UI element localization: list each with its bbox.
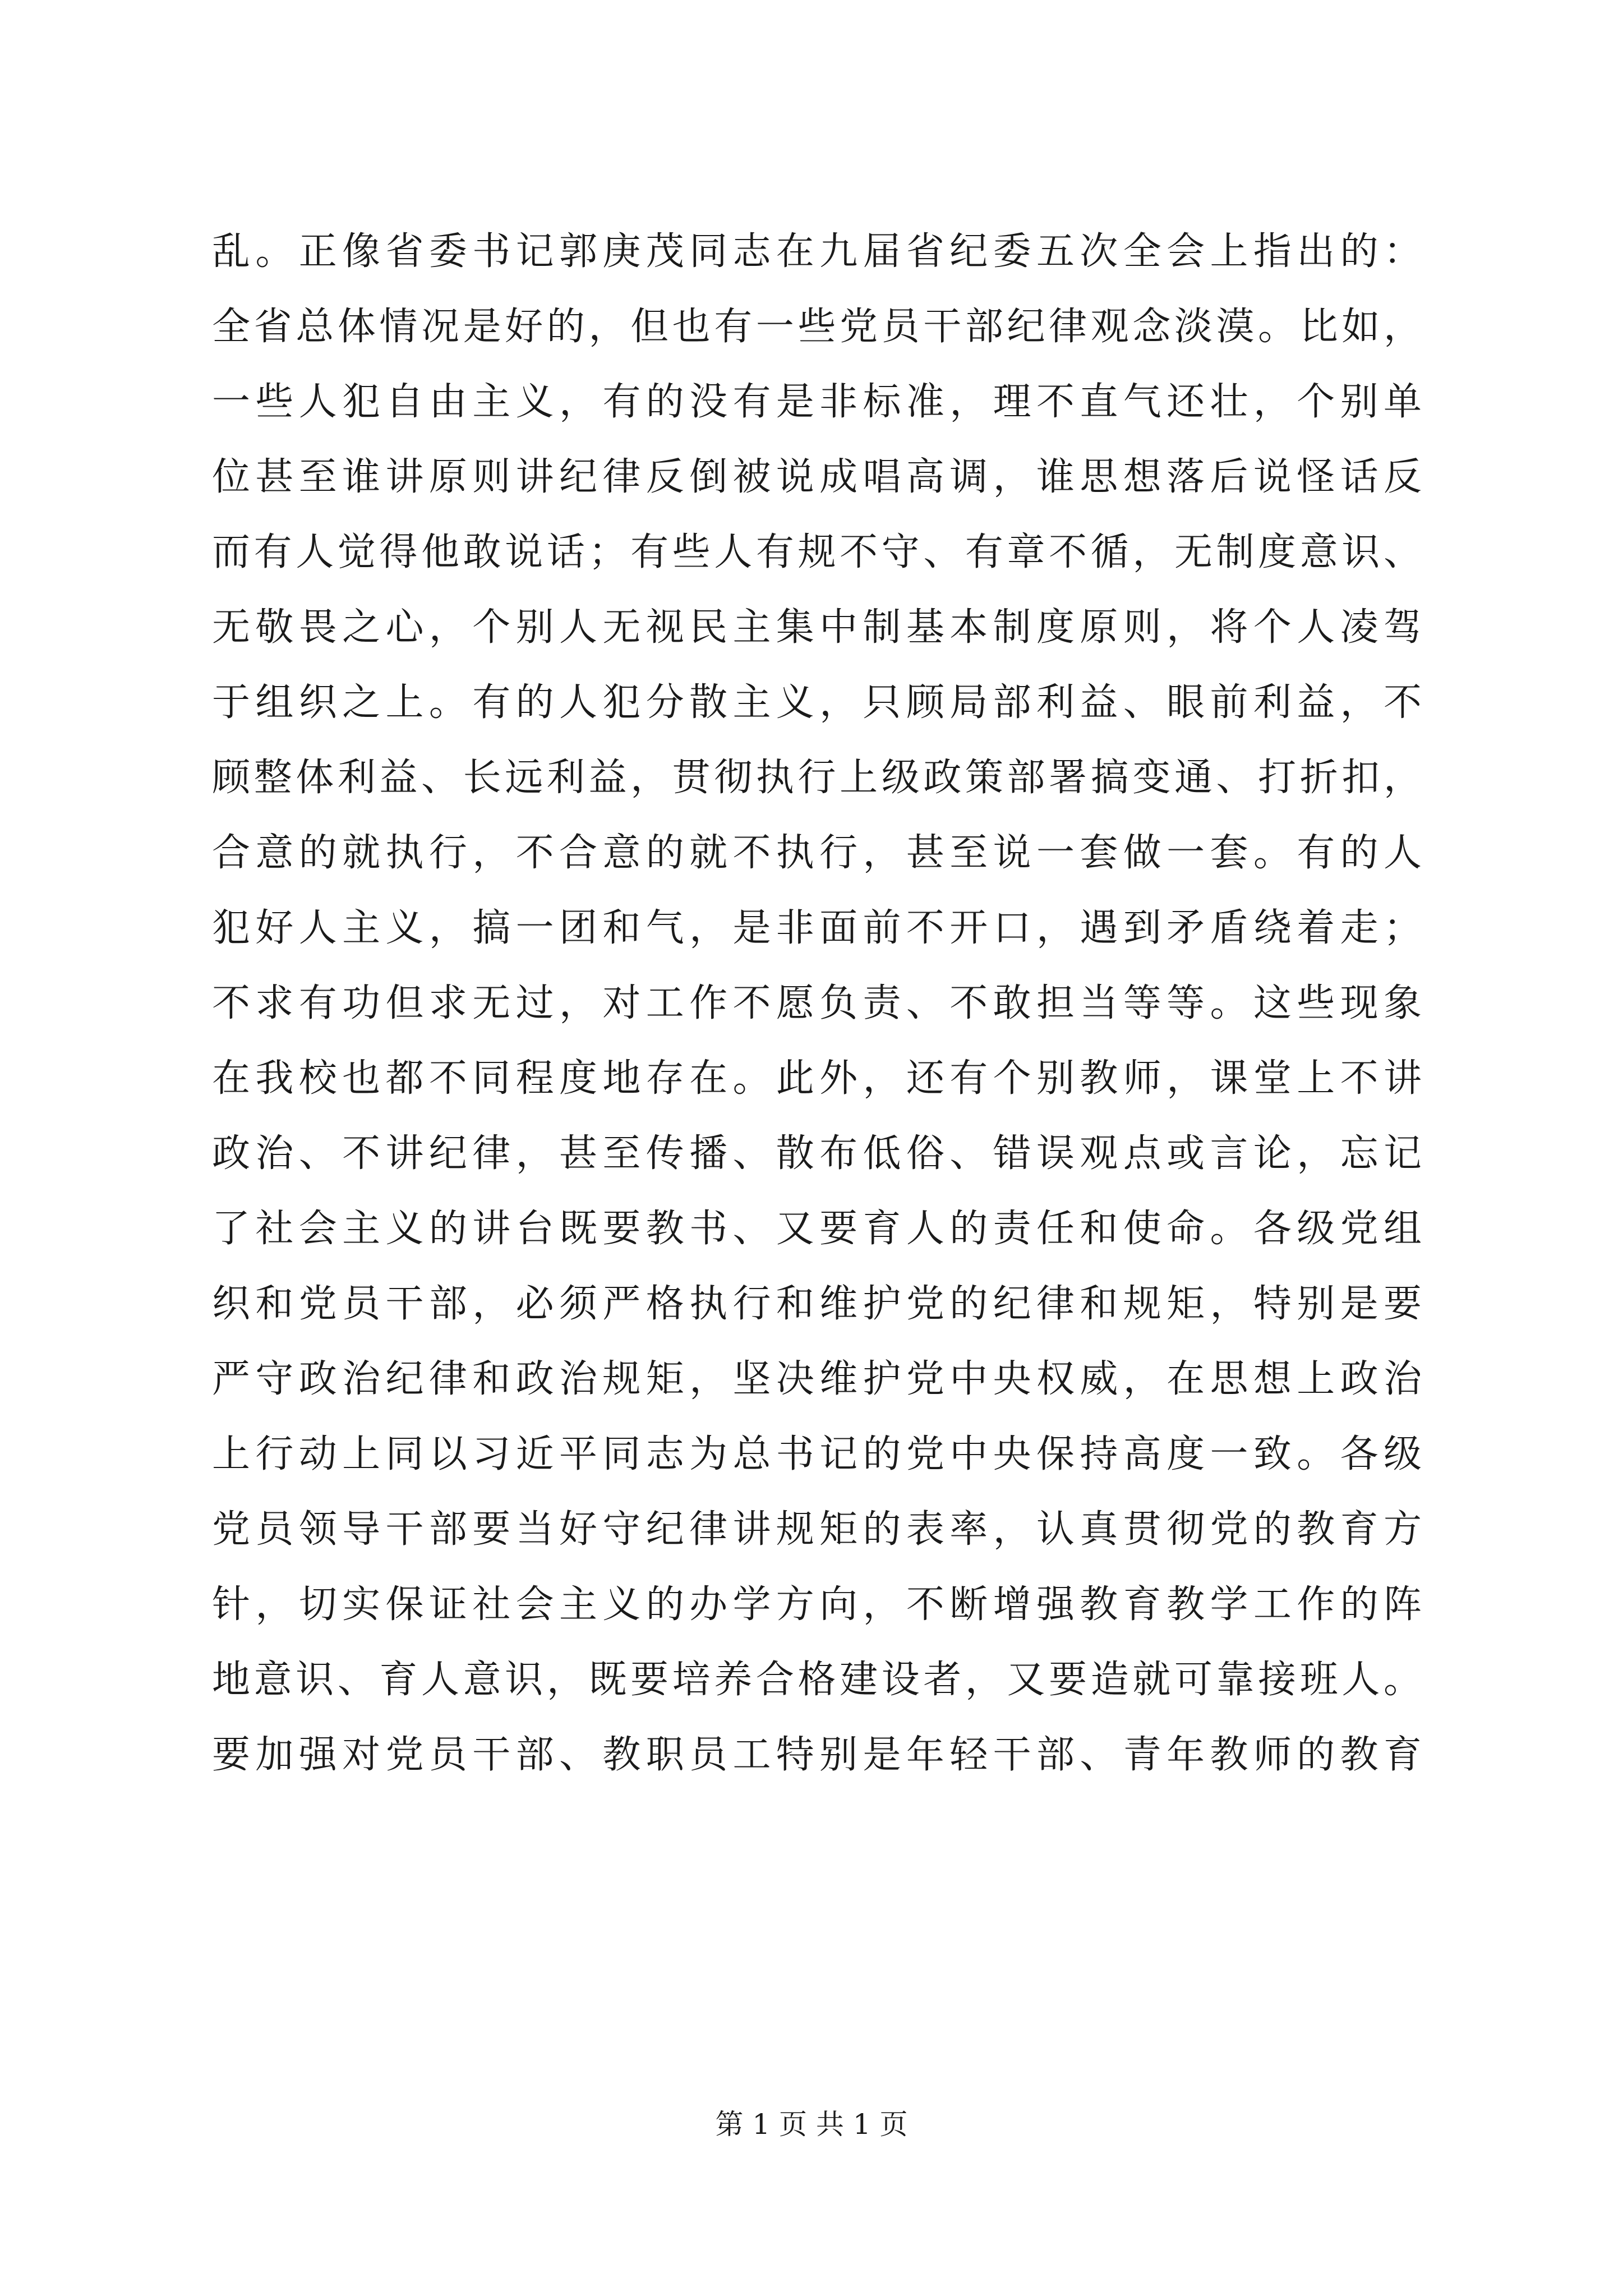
text-line: 不求有功但求无过，对工作不愿负责、不敢担当等等。这些现象 xyxy=(212,981,1423,1025)
text-line: 而有人觉得他敢说话；有些人有规不守、有章不循，无制度意识、 xyxy=(212,530,1423,574)
text-line: 犯好人主义，搞一团和气，是非面前不开口，遇到矛盾绕着走； xyxy=(212,906,1423,950)
text-line: 位甚至谁讲原则讲纪律反倒被说成唱高调，谁思想落后说怪话反 xyxy=(212,455,1423,499)
text-line: 地意识、育人意识，既要培养合格建设者，又要造就可靠接班人。 xyxy=(212,1658,1423,1702)
text-line: 政治、不讲纪律，甚至传播、散布低俗、错误观点或言论，忘记 xyxy=(212,1131,1423,1176)
text-line: 严守政治纪律和政治规矩，坚决维护党中央权威，在思想上政治 xyxy=(212,1357,1423,1401)
text-line: 上行动上同以习近平同志为总书记的党中央保持高度一致。各级 xyxy=(212,1432,1423,1476)
page-number-label: 第 1 页 共 1 页 xyxy=(715,2108,908,2141)
text-line: 织和党员干部，必须严格执行和维护党的纪律和规矩，特别是要 xyxy=(212,1282,1423,1326)
text-line: 党员领导干部要当好守纪律讲规矩的表率，认真贯彻党的教育方 xyxy=(212,1507,1423,1552)
text-line: 顾整体利益、长远利益，贯彻执行上级政策部署搞变通、打折扣， xyxy=(212,756,1423,800)
text-line: 要加强对党员干部、教职员工特别是年轻干部、青年教师的教育 xyxy=(212,1733,1423,1777)
text-line: 合意的就执行，不合意的就不执行，甚至说一套做一套。有的人 xyxy=(212,831,1423,875)
text-line: 全省总体情况是好的，但也有一些党员干部纪律观念淡漠。比如， xyxy=(212,305,1423,349)
text-line: 乱。正像省委书记郭庚茂同志在九届省纪委五次全会上指出的： xyxy=(212,229,1423,274)
text-line: 于组织之上。有的人犯分散主义，只顾局部利益、眼前利益，不 xyxy=(212,680,1423,725)
text-line: 在我校也都不同程度地存在。此外，还有个别教师，课堂上不讲 xyxy=(212,1056,1423,1101)
text-line: 无敬畏之心，个别人无视民主集中制基本制度原则，将个人凌驾 xyxy=(212,605,1423,650)
page-footer xyxy=(0,2105,1623,2144)
text-line: 针，切实保证社会主义的办学方向，不断增强教育教学工作的阵 xyxy=(212,1582,1423,1627)
text-line: 一些人犯自由主义，有的没有是非标准，理不直气还壮，个别单 xyxy=(212,380,1423,424)
text-line: 了社会主义的讲台既要教书、又要育人的责任和使命。各级党组 xyxy=(212,1207,1423,1251)
body-text xyxy=(212,214,1423,1793)
